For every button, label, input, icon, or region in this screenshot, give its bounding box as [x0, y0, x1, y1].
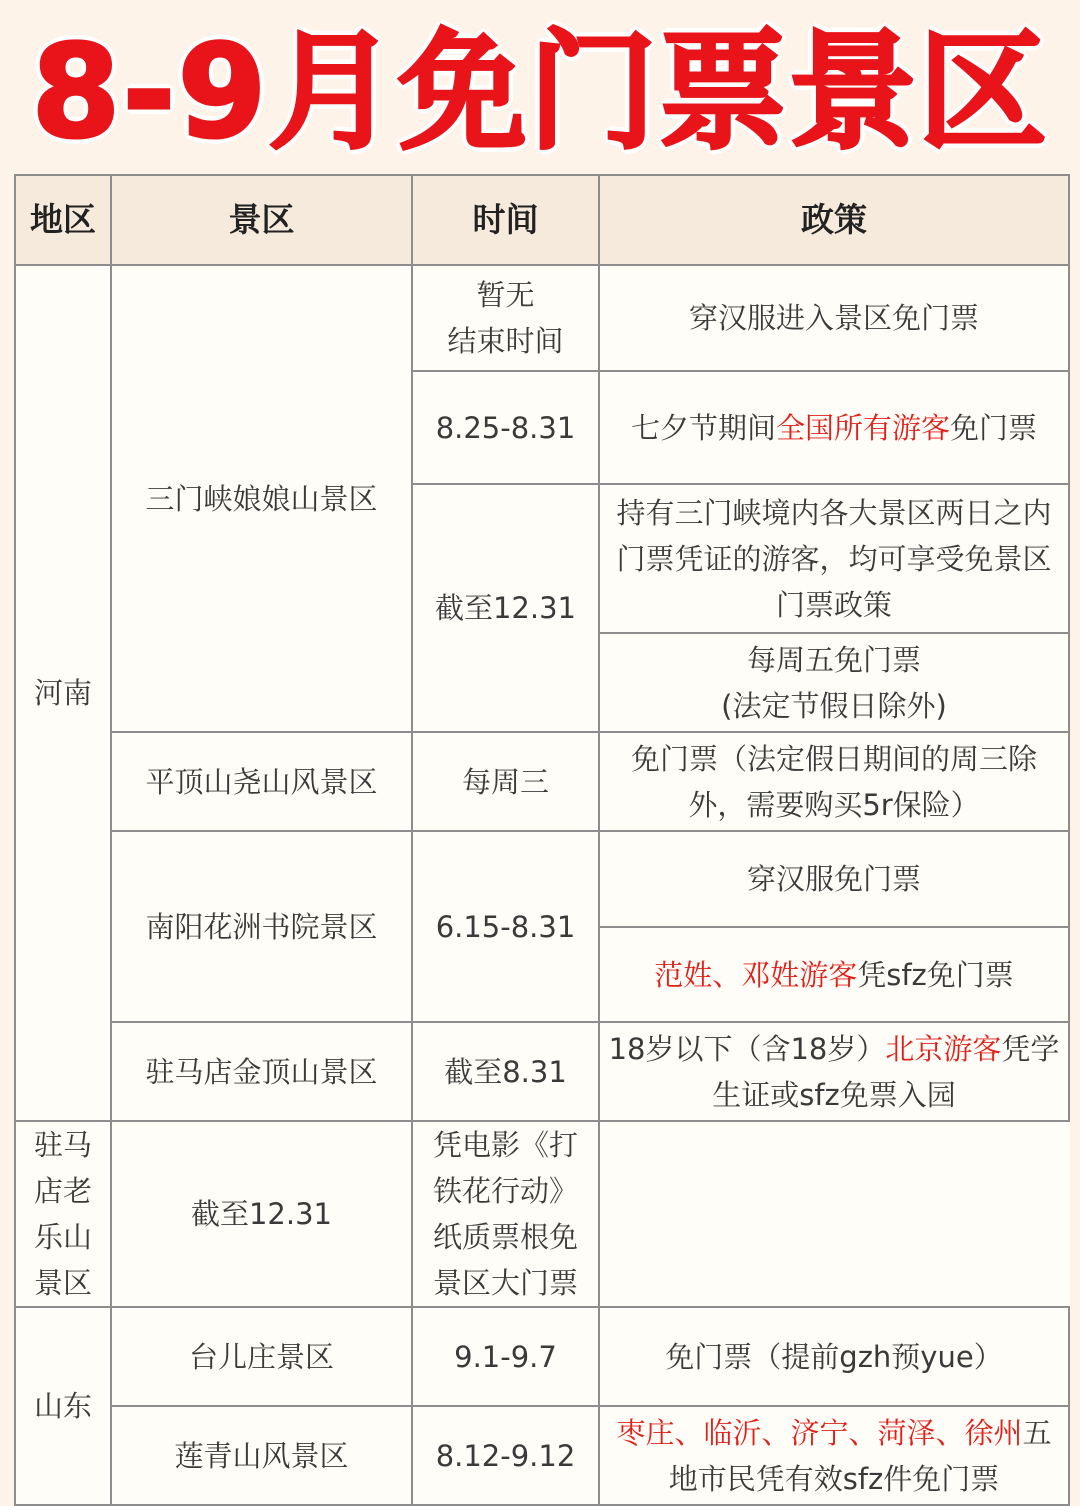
- header-scenic: 景区: [111, 175, 412, 265]
- policy-text: 凭sfz免门票: [857, 957, 1014, 992]
- policy-cell: 免门票（提前gzh预yue）: [599, 1307, 1069, 1406]
- scenic-cell: 莲青山风景区: [111, 1406, 412, 1505]
- policy-cell: 穿汉服进入景区免门票: [599, 265, 1069, 371]
- policy-cell: 免门票（法定假日期间的周三除外，需要购买5r保险）: [599, 732, 1069, 831]
- policy-line: (法定节假日除外): [721, 688, 947, 723]
- time-cell: 6.15-8.31: [412, 831, 599, 1022]
- time-cell: 8.25-8.31: [412, 371, 599, 484]
- policy-highlight: 枣庄、临沂、济宁、菏泽、徐州: [616, 1415, 1023, 1450]
- time-cell: 截至12.31: [111, 1121, 412, 1307]
- table-row: [15, 732, 1069, 831]
- policy-cell: [599, 927, 1069, 1022]
- time-line: 结束时间: [447, 324, 564, 358]
- policy-text: 五地市民凭有效sfz件免门票: [668, 1415, 1052, 1496]
- table-row: [15, 1406, 1069, 1505]
- policy-cell: [599, 1406, 1069, 1505]
- policy-text: 免门票: [950, 410, 1038, 445]
- table-row: [15, 265, 1069, 371]
- table-header-row: [15, 175, 1069, 265]
- header-policy: 政策: [599, 175, 1069, 265]
- region-cell-shandong: 山东: [15, 1307, 111, 1505]
- policy-cell: [599, 371, 1069, 484]
- policy-cell: [599, 633, 1069, 732]
- time-cell: 8.12-9.12: [412, 1406, 599, 1505]
- policy-highlight: 范姓、邓姓游客: [654, 957, 858, 992]
- time-cell: 截至8.31: [412, 1022, 599, 1121]
- scenic-cell: 驻马店老乐山景区: [15, 1121, 111, 1307]
- scenic-cell: 驻马店金顶山景区: [111, 1022, 412, 1121]
- policy-text: 凭学生证或sfz免票入园: [712, 1031, 1060, 1112]
- time-line: 暂无: [476, 278, 535, 312]
- scenic-cell: 南阳花洲书院景区: [111, 831, 412, 1022]
- free-ticket-table: [14, 174, 1070, 1506]
- table-row: [15, 1022, 1069, 1121]
- time-cell: 9.1-9.7: [412, 1307, 599, 1406]
- page-title: 8-9月免门票景区: [31, 18, 1049, 167]
- policy-line: 每周五免门票: [746, 642, 921, 677]
- scenic-cell: 平顶山尧山风景区: [111, 732, 412, 831]
- table-row: [15, 1121, 1069, 1307]
- policy-cell: 凭电影《打铁花行动》纸质票根免景区大门票: [412, 1121, 599, 1307]
- policy-cell: [599, 1022, 1069, 1121]
- policy-text: 18岁以下（含18岁）: [608, 1031, 886, 1066]
- scenic-cell: 三门峡娘娘山景区: [111, 265, 412, 732]
- scenic-cell: 台儿庄景区: [111, 1307, 412, 1406]
- region-cell-henan: 河南: [15, 265, 111, 1121]
- policy-highlight: 北京游客: [885, 1031, 1002, 1066]
- header-region: 地区: [15, 175, 111, 265]
- table-row: [15, 831, 1069, 927]
- policy-cell: 穿汉服免门票: [599, 831, 1069, 927]
- time-cell: [412, 265, 599, 371]
- header-time: 时间: [412, 175, 599, 265]
- time-cell: 每周三: [412, 732, 599, 831]
- policy-cell: 持有三门峡境内各大景区两日之内门票凭证的游客，均可享受免景区门票政策: [599, 484, 1069, 633]
- time-cell: 截至12.31: [412, 484, 599, 732]
- policy-text: 七夕节期间: [630, 410, 776, 445]
- policy-highlight: 全国所有游客: [775, 410, 950, 445]
- table-row: [15, 1307, 1069, 1406]
